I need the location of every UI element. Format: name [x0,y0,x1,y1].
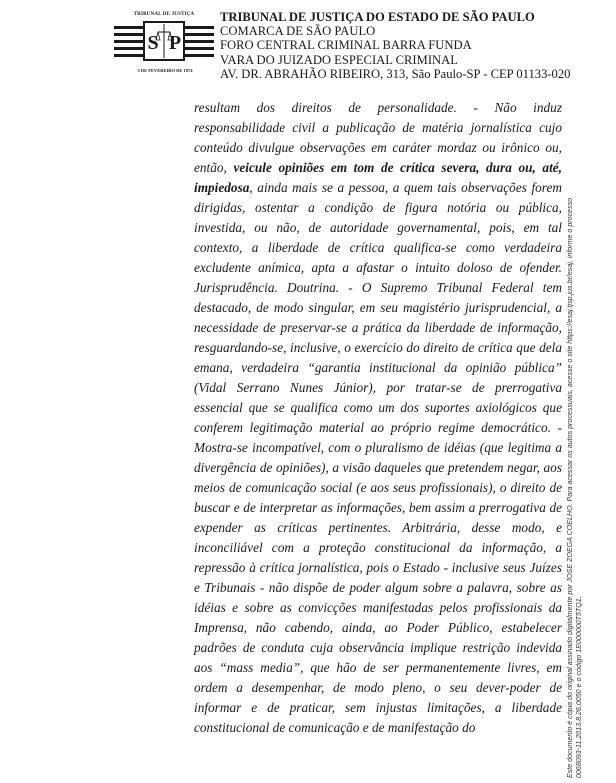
seal-date-text: 3 DE FEVEREIRO DE 1874 [137,68,193,73]
comarca-line: COMARCA DE SÃO PAULO [220,24,376,39]
body-paragraph [194,98,562,738]
foro-line: FORO CENTRAL CRIMINAL BARRA FUNDA [220,38,472,53]
seal-emblem-icon [112,18,216,68]
court-address-block [220,10,572,81]
vara-line: VARA DO JUIZADO ESPECIAL CRIMINAL [220,52,458,67]
stamp-line-1: Este documento é cópia do original assinado digitalmente por JOSE ZOEGA COELHO. Para acessar os autos processuais, acesse o site https://esaj.tjsp.jus.br/esaj, informe o processo [566,197,574,778]
svg-text:S: S [147,32,159,54]
body-text-part1: resultam dos direitos de personalidade. - Não induz responsabilidade civil a publicação de matéria jornalística cujo conteúdo divulgue observações em caráter mordaz ou irônico ou, então, [194,100,562,175]
address-line: AV. DR. ABRAHÃO RIBEIRO, 313, São Paulo-SP - CEP 01133-020 [220,66,571,81]
digital-signature-stamp [566,78,584,778]
svg-text:P: P [168,32,182,54]
body-text-part2: , ainda mais se a pessoa, a quem tais observações forem dirigidas, ostentar a condição de figura notória ou pública, investida, ou não, de autoridade governamental, pois, em tal contexto, a liberdade de crítica qualifica-se como verdadeira excludente anímica, apta a afastar o intuito doloso de ofender. Jurisprudência. Doutrina. - O Supremo Tribunal Federal tem destacado, de modo singular, em seu magistério jurisprudencial, a necessidade de preservar-se a prática da liberdade de informação, resguardando-se, inclusive, o exercício do direito de crítica que dela emana, verdadeira “garantia institucional da opinião pública” (Vidal Serrano Nunes Júnior), por tratar-se de prerrogativa essencial que se qualifica como um dos suportes axiológicos que conferem legitimação material ao próprio regime democrático. - Mostra-se incompatível, com o pluralismo de idéias (que legitima a divergência de opiniões), a visão daqueles que pretendem negar, aos meios de comunicação social (e aos seus profissionais), o direito de buscar e de interpretar as informações, bem assim a prerrogativa de expender as críticas pertinentes. Arbitrária, desse modo, e inconciliável com a proteção constitucional da informação, a repressão à crítica jornalística, pois o Estado - inclusive seus Juízes e Tribunais - não dispõe de poder algum sobre a palavra, sobre as idéias e sobre as convicções manifestadas pelos profissionais da Imprensa, não cabendo, ainda, ao Poder Público, estabelecer padrões de conduta cuja observância implique restrição indevida aos “mass media”, que hão de ser permanentemente livres, em ordem a desempenhar, de modo pleno, o seu dever-poder de informar e de praticar, sem injustas limitações, a liberdade constitucional de comunicação e de manifestação do [194,180,562,735]
body-text-emphasis: veicule opiniões em tom de crítica severa, dura ou, até, impiedosa [194,160,562,195]
court-seal [112,10,216,86]
stamp-line-2: 0068093-11.2013.8.26.0050 e o código 1E000000T5TQ1. [575,596,583,778]
seal-top-text: TRIBUNAL DE JUSTIÇA [133,12,195,17]
document-body [194,98,562,738]
court-name: TRIBUNAL DE JUSTIÇA DO ESTADO DE SÃO PAULO [220,10,535,24]
letterhead [112,10,572,90]
